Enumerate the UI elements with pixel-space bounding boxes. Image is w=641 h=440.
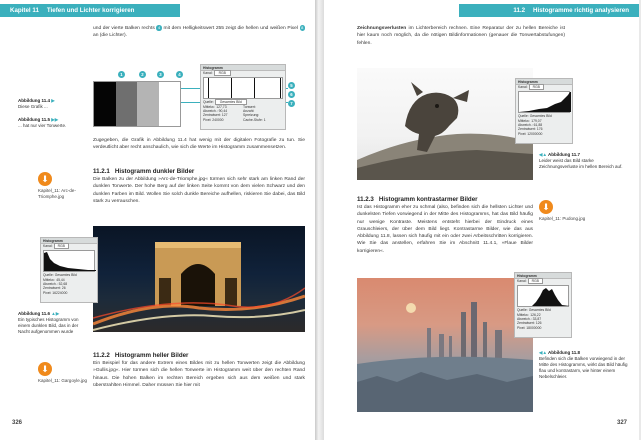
section-heading-11-2-3: 11.2.3 Histogramm kontrastarmer Bilder xyxy=(357,196,478,203)
histogram-graph xyxy=(517,285,569,307)
section-title: Histogramme richtig analysieren xyxy=(533,7,629,14)
chapter-number: Kapitel 11 xyxy=(10,7,39,14)
arc-de-triomphe-photo xyxy=(93,226,305,332)
dark-images-paragraph: Die Balken zu der Abbildung »Arc-de-Triomphe.jpg« türmen sich sehr stark am linken Rand der dunklen Tonwerte. Der hohe Berg auf der linken Seite kommt von dem vielen Schwarz und den dunklen Farben im Bild. Wollen Sie solch dunkle Bereiche aufhellen, riskieren Sie dabei, das Bild stark zu verrauschen. xyxy=(93,177,305,204)
histogram-stats: Mittelw.: 127,73 Abweich.: 90,44 Zentralwert: 127 Pixel: 240000 Tonwert: Anzahl: Spreizung: Cache-Stufe: 1 xyxy=(203,105,266,122)
figure-caption-11-7: ◀▲ Abbildung 11.7 Leider weist das Bild starke Zeichnungsverluste im hellen Bereich auf. xyxy=(539,152,623,170)
channel-select[interactable]: RGB xyxy=(214,70,231,76)
download-arc-de-triomphe[interactable]: ⬇ Kapitel_11: Arc-de-Triomphe.jpg xyxy=(38,174,76,199)
download-icon: ⬇ xyxy=(38,172,52,186)
callout-1: 1 xyxy=(118,71,125,78)
intro-paragraph: und der vierte Balken rechts 4 mit dem Helligkeitswert 255 zeigt die hellen und weißen Pixel 8 an (die Lichter). xyxy=(93,25,304,39)
source-select[interactable]: Gesamtes Bild xyxy=(215,99,247,105)
chapter-title: Tiefen und Lichter korrigieren xyxy=(46,7,135,14)
callout-5: 5 xyxy=(288,82,295,89)
explanation-paragraph: Zugegeben, die Grafik in Abbildung 11.4 hat wenig mit der digitalen Fotografie zu tun. Sie verdeutlicht aber recht anschaulich, wie sich die Werte im Histogramm zusammensetzen. xyxy=(93,138,305,151)
callout-4-inline: 4 xyxy=(158,25,161,30)
download-pudong[interactable]: ⬇ Kapitel_11: Pudong.jpg xyxy=(539,202,586,221)
channel-select[interactable]: RGB xyxy=(54,243,69,249)
callout-3: 3 xyxy=(157,71,164,78)
histogram-graph xyxy=(203,77,283,99)
callout-7: 7 xyxy=(288,100,295,107)
histogram-graph xyxy=(518,91,570,113)
callout-4: 4 xyxy=(176,71,183,78)
channel-row: Kanal: RGB xyxy=(201,71,285,76)
figure-caption-11-8: ◀▲ Abbildung 11.8 Befinden sich die Balken vorwiegend in der Mitte des Histogramms, wirkt das Bild häufig flau und kontrastarm, wie hinter einem Nebelschleier. xyxy=(539,350,628,380)
section-heading-11-2-1: 11.2.1 Histogramm dunkler Bilder xyxy=(93,168,195,175)
chapter-header xyxy=(0,4,180,17)
histogram-graph xyxy=(43,250,95,272)
figure-caption-11-5: Abbildung 11.5 ▶▶ ... hat nur vier Tonwerte. xyxy=(18,117,67,129)
callout-8-inline: 8 xyxy=(301,25,304,30)
figure-caption-11-4: Abbildung 11.4 ▶ Diese Grafik ... xyxy=(18,98,55,110)
section-number: 11.2 xyxy=(513,7,526,14)
histogram-panel-bright: Histogramm Kanal: RGB Quelle: Gesamtes Bild Mittelw.: 179,07 Abweich.: 61,88 Zentralwert: 176 Pixel: 12000000 xyxy=(515,78,573,144)
channel-select[interactable]: RGB xyxy=(529,84,544,90)
figure-caption-11-6: Abbildung 11.6 ▲▶ Ein typisches Histogramm von einem dunklen Bild, das in der Nacht aufgenommen wurde xyxy=(18,311,79,335)
channel-select[interactable]: RGB xyxy=(528,278,543,284)
histogram-panel-title: Histogramm xyxy=(201,65,285,71)
book-gutter xyxy=(315,0,324,440)
gargoyle-photo xyxy=(357,68,533,180)
download-icon: ⬇ xyxy=(38,362,52,376)
download-icon: ⬇ xyxy=(539,200,553,214)
bright-images-paragraph: Ein Beispiel für das andere Extrem eines Bildes mit zu hellen Tonwerten zeigt die Abbildung »Gullis.jpg«. Hier türmen sich die hellen Tonwerte im Histogramm weit über den rechten Rand hinaus. Die hohen Balken im rechten Bereich ergeben sich aus dem weißen und stark überstrahlten Himmel. Daher müssen Sie hier mit xyxy=(93,361,305,388)
right-page xyxy=(324,0,639,440)
section-heading-11-2-2: 11.2.2 Histogramm heller Bilder xyxy=(93,352,189,359)
pudong-photo xyxy=(357,278,533,412)
page-number: 327 xyxy=(616,420,627,426)
histogram-panel-dark: Histogramm Kanal: RGB Quelle: Gesamtes Bild Mittelw.: 45,44 Abweich.: 52,68 Zentralwert: 26 Pixel: 16224000 xyxy=(40,237,98,303)
histogram-panel-low-contrast: Histogramm Kanal: RGB Quelle: Gesamtes Bild Mittelw.: 126,22 Abweich.: 33,87 Zentralwert: 126 Pixel: 18000000 xyxy=(514,272,572,338)
download-gargoyle[interactable]: ⬇ Kapitel_11: Gargoyle.jpg xyxy=(38,364,87,383)
page-number: 326 xyxy=(12,420,23,426)
tonal-bars-graphic xyxy=(93,81,181,127)
callout-2: 2 xyxy=(139,71,146,78)
callout-6: 6 xyxy=(288,91,295,98)
overexposure-paragraph: Zeichnungsverlusten im Lichterbereich rechnen. Eine Reparatur der zu hellen Bereiche ist hier kaum noch möglich, da die nötigen Bildinformationen (genauer die Tonwertabstufungen) fehlen. xyxy=(357,26,565,46)
left-page xyxy=(0,0,315,440)
low-contrast-paragraph: Ist das Histogramm eher zu schmal (also, befinden sich die hellsten Lichter und dunkelsten Tiefen vorwiegend in der Mitte des Histogramms, hat das Bild häufig nur wenige Kontraste. Meistens entsteht hierbei der Eindruck eines Grauschleiers, der über dem Bild liegt. Kontrastarme Bilder, wie das aus Abbildung 11.8, lassen sich häufig mit ein oder zwei Arbeitsschritten korrigieren. Wie Sie das anstellen, erfahren Sie im Abschnitt 11.4.1, »Flaue Bilder korrigieren«. xyxy=(357,205,533,254)
histogram-panel: Histogramm Kanal: RGB Quelle: Gesamtes Bild Mittelw.: 127,73 Abweich.: 90,44 Zentralwert: 127 Pixel: 240000 Tonwert: Anzahl: Spreizung: Cache-Stufe: 1 xyxy=(200,64,286,130)
section-header xyxy=(459,4,639,17)
